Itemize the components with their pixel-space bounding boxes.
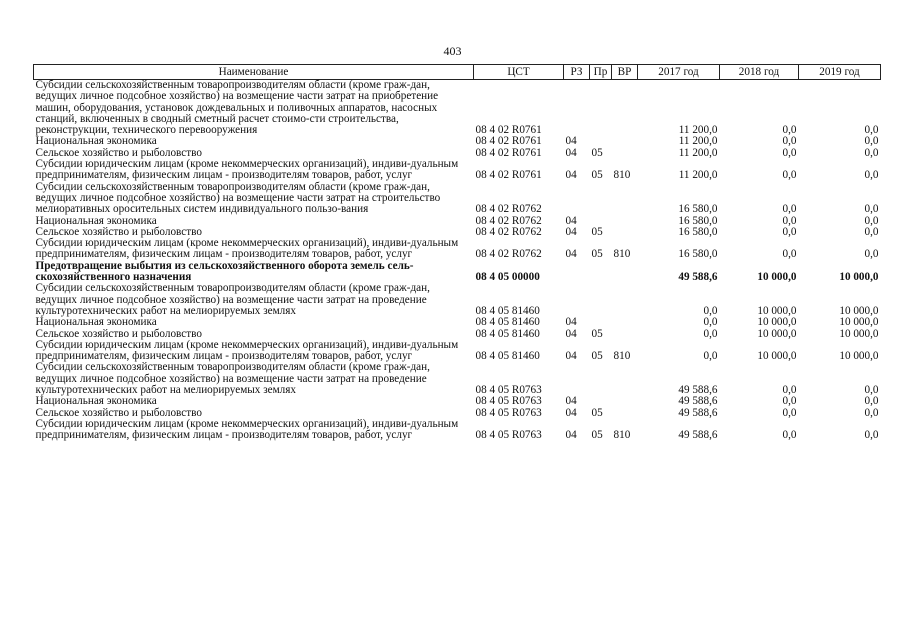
cell-name: Предотвращение выбытия из сельскохозяйственного оборота земель сель-скохозяйственного назначения <box>35 259 414 284</box>
cell-vr <box>612 182 638 216</box>
header-rz: РЗ <box>564 65 590 80</box>
cell-rz: 04 <box>565 327 577 340</box>
cell-rz: 04 <box>565 214 577 227</box>
table-row <box>34 159 881 182</box>
cell-pr: 05 <box>591 350 603 363</box>
cell-pr <box>590 283 612 317</box>
cell-code: 08 4 05 R0763 <box>475 406 542 419</box>
cell-y2018: 0,0 <box>782 214 797 227</box>
cell-code: 08 4 02 R0761 <box>475 135 542 148</box>
table-row <box>34 261 881 284</box>
cell-vr <box>612 408 638 419</box>
cell-y2017: 16 580,0 <box>678 225 718 238</box>
cell-y2018: 10 000,0 <box>757 271 797 284</box>
cell-rz: 04 <box>565 429 577 442</box>
cell-pr: 05 <box>591 429 603 442</box>
cell-y2018: 10 000,0 <box>757 316 797 329</box>
cell-y2017: 11 200,0 <box>678 135 718 148</box>
cell-rz: 04 <box>565 225 577 238</box>
cell-rz: 04 <box>565 248 577 261</box>
cell-y2018: 10 000,0 <box>757 327 797 340</box>
cell-name: Сельское хозяйство и рыболовство <box>35 225 202 238</box>
cell-pr: 05 <box>591 169 603 182</box>
header-2017: 2017 год <box>638 65 720 80</box>
cell-rz: 04 <box>565 395 577 408</box>
cell-name: Национальная экономика <box>35 214 157 227</box>
cell-code: 08 4 05 81460 <box>475 350 540 363</box>
cell-y2017: 49 588,6 <box>678 384 718 397</box>
cell-pr <box>590 80 612 137</box>
cell-rz: 04 <box>565 169 577 182</box>
cell-vr <box>612 216 638 227</box>
cell-y2018: 0,0 <box>782 135 797 148</box>
cell-name: Национальная экономика <box>35 135 157 148</box>
cell-code: 08 4 02 R0761 <box>475 169 542 182</box>
cell-y2019: 0,0 <box>864 395 879 408</box>
cell-vr <box>612 80 638 137</box>
header-pr: Пр <box>590 65 612 80</box>
cell-code: 08 4 02 R0762 <box>475 248 542 261</box>
cell-y2019: 0,0 <box>864 203 879 216</box>
cell-code: 08 4 05 81460 <box>475 304 540 317</box>
cell-code: 08 4 02 R0762 <box>475 214 542 227</box>
cell-name: Субсидии сельскохозяйственным товаропроизводителям области (кроме граж-дан, ведущих личное подсобное хозяйство) на возмещение части затрат на проведение культуротехнических работ на мелиорируемых землях <box>35 361 430 397</box>
table-row <box>34 182 881 216</box>
cell-y2018: 10 000,0 <box>757 304 797 317</box>
cell-vr: 810 <box>613 429 631 442</box>
cell-pr <box>590 362 612 396</box>
cell-pr <box>590 396 612 407</box>
header-code: ЦСТ <box>474 65 564 80</box>
table-row <box>34 238 881 261</box>
cell-name: Сельское хозяйство и рыболовство <box>35 406 202 419</box>
cell-rz: 04 <box>565 406 577 419</box>
cell-name: Сельское хозяйство и рыболовство <box>35 146 202 159</box>
cell-y2019: 10 000,0 <box>839 271 879 284</box>
cell-y2019: 0,0 <box>864 169 879 182</box>
table-row <box>34 80 881 137</box>
cell-vr <box>612 283 638 317</box>
cell-y2019: 0,0 <box>864 225 879 238</box>
cell-y2018: 0,0 <box>782 225 797 238</box>
cell-y2017: 0,0 <box>703 350 718 363</box>
cell-y2019: 10 000,0 <box>839 316 879 329</box>
cell-code: 08 4 05 81460 <box>475 316 540 329</box>
cell-y2019: 0,0 <box>864 406 879 419</box>
cell-vr <box>612 396 638 407</box>
cell-vr: 810 <box>613 248 631 261</box>
cell-pr <box>590 317 612 328</box>
cell-name: Субсидии сельскохозяйственным товаропроизводителям области (кроме граж-дан, ведущих личное подсобное хозяйство) на возмещение части затрат на приобретение машин, оборудования, установок дождевальных и поливочных аппаратов, насосных станций, включенных в сводный сметный расчет стоимо-сти строительства, реконструкции, технического перевооружения <box>35 79 439 137</box>
table-row <box>34 317 881 328</box>
cell-y2017: 0,0 <box>703 327 718 340</box>
table-row <box>34 419 881 442</box>
table-row <box>34 362 881 396</box>
table-body <box>34 80 881 442</box>
table-header <box>34 65 881 80</box>
cell-rz <box>564 182 590 216</box>
cell-y2018: 0,0 <box>782 248 797 261</box>
cell-rz <box>564 261 590 284</box>
cell-vr <box>612 227 638 238</box>
header-name: Наименование <box>34 65 474 80</box>
cell-rz: 04 <box>565 316 577 329</box>
cell-pr: 05 <box>591 248 603 261</box>
cell-y2017: 0,0 <box>703 304 718 317</box>
cell-y2019: 0,0 <box>864 214 879 227</box>
cell-y2019: 0,0 <box>864 384 879 397</box>
cell-code: 08 4 05 R0763 <box>475 395 542 408</box>
cell-y2017: 49 588,6 <box>678 406 718 419</box>
cell-y2017: 16 580,0 <box>678 214 718 227</box>
cell-code: 08 4 02 R0762 <box>475 225 542 238</box>
cell-rz: 04 <box>565 135 577 148</box>
cell-vr <box>612 136 638 147</box>
cell-y2019: 0,0 <box>864 124 879 137</box>
cell-name: Субсидии юридическим лицам (кроме некоммерческих организаций), индиви-дуальным предпринимателям, физическим лицам - производителям товаров, работ, услуг <box>35 338 459 363</box>
cell-y2019: 0,0 <box>864 135 879 148</box>
cell-code: 08 4 05 81460 <box>475 327 540 340</box>
cell-name: Субсидии сельскохозяйственным товаропроизводителям области (кроме граж-дан, ведущих личное подсобное хозяйство) на возмещение части затрат на проведение культуротехнических работ на мелиорируемых землях <box>35 282 430 317</box>
cell-rz <box>564 80 590 137</box>
cell-name: Субсидии сельскохозяйственным товаропроизводителям области (кроме граж-дан, ведущих личное подсобное хозяйство) на возмещение части затрат на строительство мелиоративных оросительных систем индивидуального пользо-вания <box>35 180 441 216</box>
table-row <box>34 283 881 317</box>
cell-y2019: 0,0 <box>864 146 879 159</box>
cell-y2018: 0,0 <box>782 169 797 182</box>
cell-y2019: 0,0 <box>864 429 879 442</box>
cell-name: Субсидии юридическим лицам (кроме некоммерческих организаций), индиви-дуальным предпринимателям, физическим лицам - производителям товаров, работ, услуг <box>35 158 459 182</box>
cell-y2017: 49 588,6 <box>678 271 718 284</box>
cell-y2017: 11 200,0 <box>678 124 718 137</box>
cell-rz: 04 <box>565 146 577 159</box>
cell-name: Национальная экономика <box>35 316 157 329</box>
cell-name: Субсидии юридическим лицам (кроме некоммерческих организаций), индиви-дуальным предпринимателям, физическим лицам - производителям товаров, работ, услуг <box>35 237 459 261</box>
budget-table <box>33 64 881 442</box>
cell-y2017: 11 200,0 <box>678 146 718 159</box>
cell-rz: 04 <box>565 350 577 363</box>
cell-y2018: 0,0 <box>782 124 797 137</box>
cell-y2017: 49 588,6 <box>678 429 718 442</box>
cell-pr: 05 <box>591 225 603 238</box>
cell-y2017: 49 588,6 <box>678 395 718 408</box>
cell-vr: 810 <box>613 169 631 182</box>
cell-vr <box>612 261 638 284</box>
table-row <box>34 340 881 363</box>
cell-y2018: 0,0 <box>782 146 797 159</box>
cell-y2017: 11 200,0 <box>678 169 718 182</box>
cell-y2017: 16 580,0 <box>678 203 718 216</box>
cell-rz <box>564 362 590 396</box>
cell-rz <box>564 283 590 317</box>
cell-y2018: 0,0 <box>782 203 797 216</box>
cell-vr <box>612 362 638 396</box>
cell-pr <box>590 182 612 216</box>
cell-y2019: 0,0 <box>864 248 879 261</box>
cell-code: 08 4 05 R0763 <box>475 429 542 442</box>
cell-y2019: 10 000,0 <box>839 350 879 363</box>
cell-name: Сельское хозяйство и рыболовство <box>35 327 202 340</box>
cell-vr: 810 <box>613 350 631 363</box>
cell-vr <box>612 317 638 328</box>
cell-code: 08 4 02 R0761 <box>475 124 542 137</box>
cell-code: 08 4 02 R0762 <box>475 203 542 216</box>
cell-y2018: 0,0 <box>782 384 797 397</box>
cell-code: 08 4 02 R0761 <box>475 146 542 159</box>
header-2019: 2019 год <box>799 65 881 80</box>
cell-vr <box>612 148 638 159</box>
cell-pr <box>590 261 612 284</box>
cell-name: Национальная экономика <box>35 395 157 408</box>
cell-vr <box>612 329 638 340</box>
cell-y2018: 0,0 <box>782 429 797 442</box>
cell-name: Субсидии юридическим лицам (кроме некоммерческих организаций), индиви-дуальным предпринимателям, физическим лицам - производителям товаров, работ, услуг <box>35 417 459 442</box>
cell-pr: 05 <box>591 327 603 340</box>
header-vr: ВР <box>612 65 638 80</box>
cell-y2018: 10 000,0 <box>757 350 797 363</box>
cell-y2017: 16 580,0 <box>678 248 718 261</box>
table-row <box>34 396 881 407</box>
cell-pr: 05 <box>591 406 603 419</box>
cell-y2018: 0,0 <box>782 406 797 419</box>
page-number: 403 <box>443 44 462 58</box>
cell-pr: 05 <box>591 146 603 159</box>
cell-code: 08 4 05 R0763 <box>475 384 542 397</box>
cell-y2019: 10 000,0 <box>839 327 879 340</box>
cell-y2019: 10 000,0 <box>839 304 879 317</box>
cell-y2018: 0,0 <box>782 395 797 408</box>
cell-code: 08 4 05 00000 <box>475 271 540 284</box>
cell-y2017: 0,0 <box>703 316 718 329</box>
header-2018: 2018 год <box>720 65 799 80</box>
